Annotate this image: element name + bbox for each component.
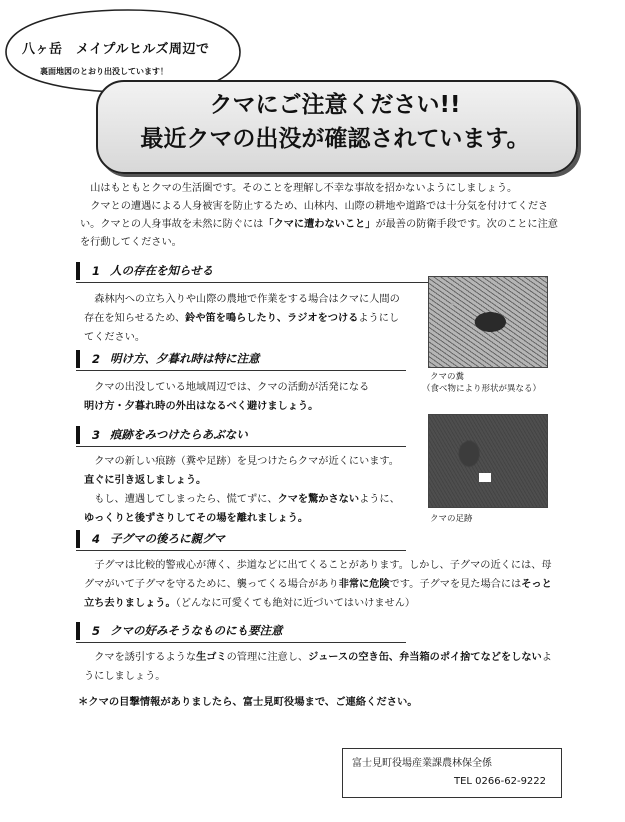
bear-dung-caption: クマの糞 [430,372,465,382]
bubble-title: 八ヶ岳 メイプルヒルズ周辺で [22,42,210,57]
section-2-emphasis: 明け方・夕暮れ時の外出はなるべく避けましょう。 [84,401,319,412]
section-4-heading [76,530,406,551]
section-4-text-c: です。子グマを見た場合には [389,579,522,590]
bubble-subtitle: 裏面地図のとおり出没しています！ [40,67,168,76]
section-3-title: 痕跡をみつけたらあぶない [110,427,248,442]
section-1-text-c: ようにしてください。 [84,313,400,343]
intro-text-c: が最善の防衛手段です。次のことに注意を行動してください。 [80,219,558,248]
bear-dung-caption-note: （食べ物により形状が異なる） [422,384,542,394]
intro-text [80,180,560,252]
intro-emphasis: 「クマに遭わないこと」 [263,219,376,230]
section-2-text-a: クマの出没している地域周辺では、クマの活動が活発になる [94,382,370,393]
section-4-number: 4 [92,531,101,546]
section-3-emphasis-d: クマを驚かさない [277,494,360,505]
intro-text-a: クマとの遭遇による人身被害を防止するため、山林内、山際の耕地や道路では十分気を付けてください。クマとの人身事故を未然に防ぐには [80,201,549,230]
section-marker [76,426,80,444]
intro-paragraph-2 [80,198,560,252]
section-4-body [84,556,554,613]
section-2-number: 2 [92,351,101,366]
section-5-text-a: クマを誘引するような [94,652,197,663]
section-5-heading [76,622,406,643]
section-5-emphasis-d: ジュースの空き缶、弁当箱のポイ捨てなどをしない [308,652,542,663]
banner-title-line2: 最近クマの出没が確認されています。 [140,126,530,152]
section-1-text-a: 森林内への立ち入りや山際の農地で作業をする場合はクマに人間の存在を知らせるため、 [84,294,400,324]
section-marker [76,262,80,280]
section-5-body [84,648,554,686]
section-2-heading [76,350,406,371]
section-3-number: 3 [92,427,101,442]
section-2-body [84,378,404,416]
section-marker [76,622,80,640]
section-marker [76,530,80,548]
sighting-notice: ＊クマの目撃情報がありましたら、富士見町役場まで、ご連絡ください。 [78,696,418,708]
section-5-text-e: ようにしましょう。 [84,652,552,682]
section-5-title: クマの好みそうなものにも要注意 [110,623,283,638]
section-1-number: 1 [92,263,101,278]
section-3-text-c: もし、遭遇してしまったら、慌てずに、 [94,494,278,505]
section-3-text-a: クマの新しい痕跡（糞や足跡）を見つけたらクマが近くにいます。 [94,456,399,467]
section-marker [76,350,80,368]
contact-office: 富士見町役場産業課農林保全係 [352,758,492,769]
section-1-heading [76,262,436,283]
section-3-body [84,452,406,528]
section-3-text-e: ように、 [359,494,400,505]
section-2-title: 明け方、夕暮れ時は特に注意 [110,351,260,366]
bear-footprint-photo [428,414,548,508]
section-3-heading [76,426,406,447]
section-1-body [84,290,402,347]
section-5-number: 5 [92,623,101,638]
section-3-emphasis-f: ゆっくりと後ずさりしてその場を離れましょう。 [84,513,309,524]
bear-footprint-caption: クマの足跡 [430,514,473,524]
section-4-title: 子グマの後ろに親グマ [110,531,226,546]
section-5-emphasis-b: 生ゴミ [196,652,227,663]
section-5-text-c: の管理に注意し、 [226,652,309,663]
contact-phone: TEL 0266-62-9222 [454,776,547,787]
section-3-emphasis-b: 直ぐに引き返しましょう。 [84,475,207,486]
bear-dung-photo [428,276,548,368]
section-1-emphasis: 鈴や笛を鳴らしたり、ラジオをつける [185,313,359,324]
section-4-emphasis-b: 非常に危険 [338,579,390,590]
section-4-text-a: 子グマは比較的警戒心が薄く、歩道などに出てくることがあります。しかし、子グマの近くには、母グマがいて子グマを守るために、襲ってくる場合があり [84,560,552,590]
section-4-emphasis-d: そっと立ち去りましょう。 [84,579,552,609]
banner-title-line1: クマにご注意ください!! [209,92,461,118]
intro-paragraph-1: 山はもともとクマの生活圏です。そのことを理解し不幸な事故を招かないようにしましょう。 [90,183,518,194]
section-1-title: 人の存在を知らせる [110,263,214,278]
section-4-text-e: （どんなに可愛くても絶対に近づいてはいけません） [175,598,416,609]
